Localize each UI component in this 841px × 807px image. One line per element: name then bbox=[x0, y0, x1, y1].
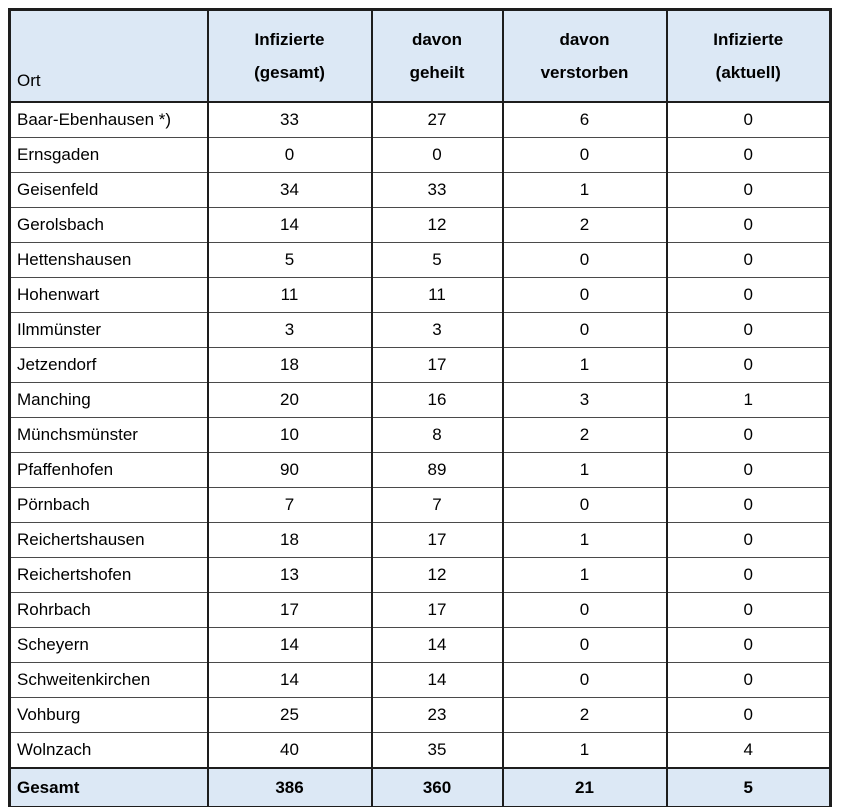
value-cell-infizierte-gesamt: 33 bbox=[208, 102, 372, 138]
ort-cell: Scheyern bbox=[10, 628, 208, 663]
value-cell-infizierte-aktuell: 0 bbox=[667, 418, 831, 453]
value-cell-infizierte-gesamt: 3 bbox=[208, 313, 372, 348]
value-cell-infizierte-aktuell: 0 bbox=[667, 523, 831, 558]
value-cell-davon-verstorben: 0 bbox=[503, 663, 667, 698]
value-cell-infizierte-gesamt: 5 bbox=[208, 243, 372, 278]
value-cell-infizierte-aktuell: 0 bbox=[667, 593, 831, 628]
value-cell-davon-geheilt: 14 bbox=[372, 663, 503, 698]
ort-cell: Geisenfeld bbox=[10, 173, 208, 208]
header-row bbox=[10, 10, 831, 103]
table-row bbox=[10, 418, 831, 453]
value-cell-infizierte-gesamt: 40 bbox=[208, 733, 372, 769]
value-cell-infizierte-aktuell: 0 bbox=[667, 628, 831, 663]
value-cell-infizierte-gesamt: 13 bbox=[208, 558, 372, 593]
value-cell-davon-verstorben: 1 bbox=[503, 523, 667, 558]
table-row bbox=[10, 453, 831, 488]
value-cell-davon-verstorben: 0 bbox=[503, 488, 667, 523]
value-cell-infizierte-gesamt: 25 bbox=[208, 698, 372, 733]
table-row bbox=[10, 628, 831, 663]
total-davon-geheilt: 360 bbox=[372, 768, 503, 807]
ort-cell: Pörnbach bbox=[10, 488, 208, 523]
value-cell-davon-verstorben: 1 bbox=[503, 453, 667, 488]
table-row bbox=[10, 102, 831, 138]
value-cell-infizierte-aktuell: 0 bbox=[667, 663, 831, 698]
ort-cell: Hohenwart bbox=[10, 278, 208, 313]
table-row bbox=[10, 698, 831, 733]
table-row bbox=[10, 663, 831, 698]
value-cell-infizierte-aktuell: 0 bbox=[667, 208, 831, 243]
value-cell-infizierte-gesamt: 7 bbox=[208, 488, 372, 523]
table-row bbox=[10, 243, 831, 278]
value-cell-davon-geheilt: 27 bbox=[372, 102, 503, 138]
table-body bbox=[10, 102, 831, 768]
table-row bbox=[10, 733, 831, 769]
ort-cell: Reichertshausen bbox=[10, 523, 208, 558]
header-line-1: davon bbox=[411, 30, 463, 49]
value-cell-infizierte-gesamt: 18 bbox=[208, 523, 372, 558]
value-cell-infizierte-gesamt: 20 bbox=[208, 383, 372, 418]
header-line-1: Infizierte bbox=[254, 30, 325, 49]
value-cell-infizierte-gesamt: 17 bbox=[208, 593, 372, 628]
table-row bbox=[10, 558, 831, 593]
value-cell-davon-verstorben: 2 bbox=[503, 418, 667, 453]
value-cell-davon-geheilt: 17 bbox=[372, 348, 503, 383]
value-cell-infizierte-aktuell: 0 bbox=[667, 173, 831, 208]
column-header-ort: Ort bbox=[10, 10, 208, 103]
value-cell-davon-verstorben: 6 bbox=[503, 102, 667, 138]
value-cell-davon-verstorben: 0 bbox=[503, 628, 667, 663]
value-cell-infizierte-gesamt: 14 bbox=[208, 628, 372, 663]
value-cell-infizierte-aktuell: 0 bbox=[667, 558, 831, 593]
value-cell-davon-verstorben: 0 bbox=[503, 593, 667, 628]
header-line-1: davon bbox=[559, 30, 610, 49]
ort-cell: Manching bbox=[10, 383, 208, 418]
value-cell-davon-geheilt: 8 bbox=[372, 418, 503, 453]
table-footer bbox=[10, 768, 831, 807]
value-cell-davon-verstorben: 0 bbox=[503, 138, 667, 173]
value-cell-infizierte-aktuell: 0 bbox=[667, 243, 831, 278]
table-row bbox=[10, 208, 831, 243]
value-cell-davon-verstorben: 1 bbox=[503, 348, 667, 383]
ort-cell: Jetzendorf bbox=[10, 348, 208, 383]
ort-cell: Reichertshofen bbox=[10, 558, 208, 593]
table-row bbox=[10, 523, 831, 558]
ort-cell: Vohburg bbox=[10, 698, 208, 733]
column-header-davon-geheilt bbox=[372, 10, 503, 103]
ort-cell: Gerolsbach bbox=[10, 208, 208, 243]
table-row bbox=[10, 488, 831, 523]
value-cell-davon-geheilt: 17 bbox=[372, 593, 503, 628]
value-cell-infizierte-aktuell: 0 bbox=[667, 138, 831, 173]
value-cell-davon-geheilt: 12 bbox=[372, 558, 503, 593]
total-infizierte-aktuell: 5 bbox=[667, 768, 831, 807]
value-cell-infizierte-gesamt: 90 bbox=[208, 453, 372, 488]
value-cell-infizierte-aktuell: 1 bbox=[667, 383, 831, 418]
value-cell-davon-verstorben: 2 bbox=[503, 698, 667, 733]
ort-cell: Ilmmünster bbox=[10, 313, 208, 348]
table-row bbox=[10, 348, 831, 383]
value-cell-infizierte-aktuell: 0 bbox=[667, 348, 831, 383]
value-cell-davon-geheilt: 33 bbox=[372, 173, 503, 208]
total-infizierte-gesamt: 386 bbox=[208, 768, 372, 807]
value-cell-infizierte-aktuell: 4 bbox=[667, 733, 831, 769]
value-cell-infizierte-gesamt: 14 bbox=[208, 208, 372, 243]
value-cell-davon-geheilt: 12 bbox=[372, 208, 503, 243]
value-cell-davon-verstorben: 0 bbox=[503, 243, 667, 278]
value-cell-infizierte-gesamt: 14 bbox=[208, 663, 372, 698]
column-header-davon-verstorben bbox=[503, 10, 667, 103]
infection-statistics-table bbox=[8, 8, 832, 807]
table-header bbox=[10, 10, 831, 103]
table-row bbox=[10, 278, 831, 313]
value-cell-infizierte-aktuell: 0 bbox=[667, 278, 831, 313]
ort-cell: Münchsmünster bbox=[10, 418, 208, 453]
table-row bbox=[10, 313, 831, 348]
value-cell-davon-geheilt: 7 bbox=[372, 488, 503, 523]
ort-cell: Hettenshausen bbox=[10, 243, 208, 278]
value-cell-davon-geheilt: 89 bbox=[372, 453, 503, 488]
value-cell-davon-geheilt: 17 bbox=[372, 523, 503, 558]
value-cell-davon-geheilt: 0 bbox=[372, 138, 503, 173]
ort-cell: Pfaffenhofen bbox=[10, 453, 208, 488]
value-cell-davon-verstorben: 1 bbox=[503, 733, 667, 769]
ort-cell: Ernsgaden bbox=[10, 138, 208, 173]
value-cell-davon-verstorben: 1 bbox=[503, 173, 667, 208]
header-line-2: (aktuell) bbox=[715, 63, 781, 82]
header-line-2: verstorben bbox=[540, 63, 629, 82]
value-cell-davon-geheilt: 14 bbox=[372, 628, 503, 663]
value-cell-infizierte-gesamt: 18 bbox=[208, 348, 372, 383]
column-header-infizierte-gesamt bbox=[208, 10, 372, 103]
value-cell-infizierte-gesamt: 0 bbox=[208, 138, 372, 173]
value-cell-davon-geheilt: 11 bbox=[372, 278, 503, 313]
header-line-2: (gesamt) bbox=[254, 63, 325, 82]
table-row bbox=[10, 593, 831, 628]
total-row bbox=[10, 768, 831, 807]
value-cell-infizierte-aktuell: 0 bbox=[667, 453, 831, 488]
ort-cell: Wolnzach bbox=[10, 733, 208, 769]
value-cell-infizierte-gesamt: 10 bbox=[208, 418, 372, 453]
ort-cell: Rohrbach bbox=[10, 593, 208, 628]
ort-cell: Schweitenkirchen bbox=[10, 663, 208, 698]
table-row bbox=[10, 138, 831, 173]
value-cell-davon-verstorben: 1 bbox=[503, 558, 667, 593]
header-line-1: Infizierte bbox=[713, 30, 784, 49]
total-label: Gesamt bbox=[10, 768, 208, 807]
value-cell-davon-verstorben: 0 bbox=[503, 313, 667, 348]
value-cell-infizierte-aktuell: 0 bbox=[667, 488, 831, 523]
value-cell-infizierte-gesamt: 11 bbox=[208, 278, 372, 313]
value-cell-davon-geheilt: 23 bbox=[372, 698, 503, 733]
table-row bbox=[10, 383, 831, 418]
value-cell-infizierte-aktuell: 0 bbox=[667, 698, 831, 733]
value-cell-davon-geheilt: 35 bbox=[372, 733, 503, 769]
value-cell-davon-verstorben: 3 bbox=[503, 383, 667, 418]
value-cell-infizierte-aktuell: 0 bbox=[667, 313, 831, 348]
value-cell-davon-verstorben: 0 bbox=[503, 278, 667, 313]
value-cell-davon-geheilt: 3 bbox=[372, 313, 503, 348]
total-davon-verstorben: 21 bbox=[503, 768, 667, 807]
column-header-infizierte-aktuell bbox=[667, 10, 831, 103]
value-cell-infizierte-aktuell: 0 bbox=[667, 102, 831, 138]
value-cell-davon-verstorben: 2 bbox=[503, 208, 667, 243]
table-row bbox=[10, 173, 831, 208]
ort-cell: Baar-Ebenhausen *) bbox=[10, 102, 208, 138]
value-cell-davon-geheilt: 5 bbox=[372, 243, 503, 278]
value-cell-infizierte-gesamt: 34 bbox=[208, 173, 372, 208]
value-cell-davon-geheilt: 16 bbox=[372, 383, 503, 418]
header-line-2: geheilt bbox=[409, 63, 465, 82]
